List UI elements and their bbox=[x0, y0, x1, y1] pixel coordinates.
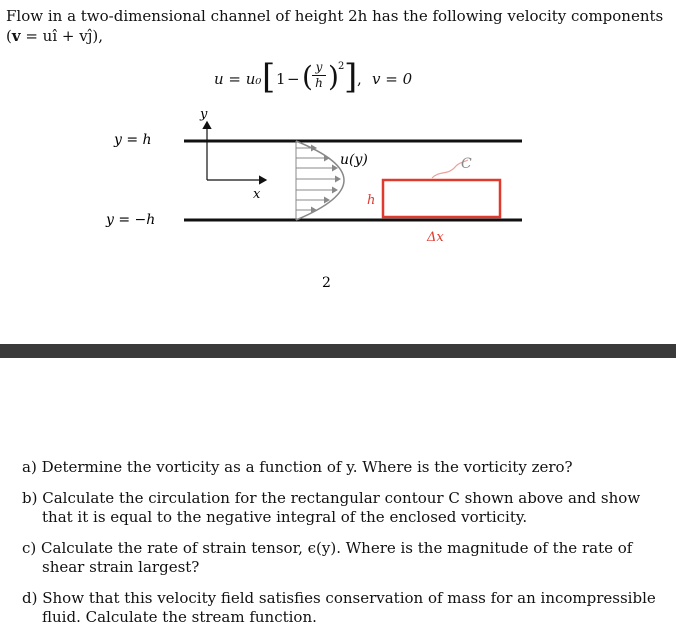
question-label: a) bbox=[22, 458, 37, 476]
profile-label: u(y) bbox=[340, 152, 368, 168]
question-text: Calculate the circulation for the rectangular contour C shown above and show that it is equal to the negative integral of the enclosed vorticity. bbox=[42, 489, 641, 526]
x-axis-label: x bbox=[253, 187, 261, 202]
question-list bbox=[22, 458, 662, 639]
question-a bbox=[22, 458, 662, 477]
fraction-numerator: y bbox=[315, 60, 323, 74]
bracket-close: ] bbox=[344, 57, 358, 97]
bracket-open: [ bbox=[262, 57, 276, 97]
rectangular-contour bbox=[383, 180, 500, 217]
bottom-wall-label: y = −h bbox=[106, 212, 156, 228]
u-definition: u = u₀ bbox=[214, 70, 262, 88]
equation-one: 1 bbox=[276, 70, 286, 88]
profile-arrows bbox=[296, 148, 340, 210]
question-b bbox=[22, 489, 662, 527]
problem-intro bbox=[6, 6, 670, 46]
question-label: c) bbox=[22, 539, 37, 557]
v-definition: v = 0 bbox=[372, 70, 413, 88]
width-label: Δx bbox=[427, 230, 444, 245]
paren-open: ( bbox=[302, 60, 313, 93]
fraction-denominator: h bbox=[315, 76, 323, 90]
question-text: Calculate the rate of strain tensor, ϵ(y). Where is the magnitude of the rate of shear strain largest? bbox=[41, 539, 633, 576]
velocity-vector: v bbox=[11, 27, 21, 45]
intro-text: Flow in a two-dimensional channel of height 2h has the following velocity components ( bbox=[6, 7, 664, 45]
question-text: Show that this velocity field satisfies conservation of mass for an incompressible fluid. Calculate the stream function. bbox=[42, 589, 656, 626]
intro-equation: = uî + vĵ), bbox=[20, 27, 103, 45]
y-over-h-fraction bbox=[311, 61, 327, 90]
y-axis-label: y bbox=[200, 107, 208, 122]
velocity-equation bbox=[0, 58, 676, 102]
equation-minus: − bbox=[287, 70, 300, 88]
page-divider bbox=[0, 344, 676, 358]
top-wall-label: y = h bbox=[114, 132, 152, 148]
paren-close: ) bbox=[328, 60, 339, 93]
page-number: 2 bbox=[322, 275, 331, 291]
question-text: Determine the vorticity as a function of y. Where is the vorticity zero? bbox=[41, 458, 573, 476]
question-label: d) bbox=[22, 589, 38, 607]
height-label: h bbox=[367, 193, 376, 208]
contour-label: C bbox=[461, 156, 472, 172]
question-d bbox=[22, 589, 662, 627]
exponent: 2 bbox=[338, 61, 345, 72]
velocity-profile-curve bbox=[296, 141, 344, 220]
channel-diagram bbox=[0, 100, 676, 300]
equation-comma: , bbox=[357, 70, 362, 88]
question-label: b) bbox=[22, 489, 38, 507]
question-c bbox=[22, 539, 662, 577]
